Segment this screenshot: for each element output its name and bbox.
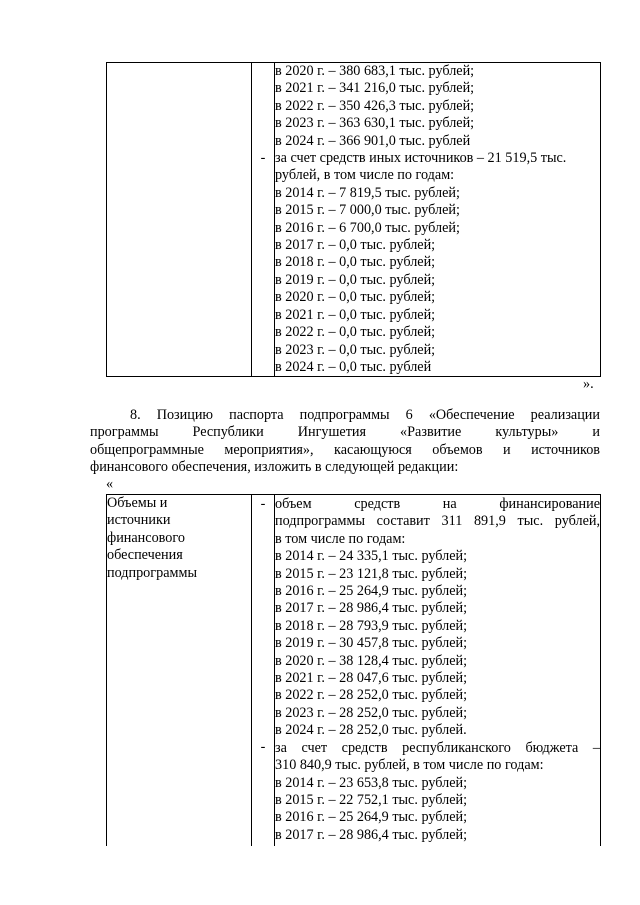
table2-label-line: Объемы и [107, 495, 168, 511]
table2-block1 [275, 496, 600, 740]
table1-line: в 2021 г. – 0,0 тыс. рублей; [275, 306, 436, 323]
table1-dash-cell [252, 63, 275, 377]
table2-line: в 2017 г. – 28 986,4 тыс. рублей; [275, 600, 468, 617]
table2-line: в 2014 г. – 24 335,1 тыс. рублей; [275, 548, 468, 565]
paragraph-line: 8. Позицию паспорта подпрограммы 6 «Обеспечение реализации [130, 407, 600, 423]
table2-dash: - [260, 496, 266, 512]
closing-quote: ». [583, 376, 594, 392]
table2-line: в 2017 г. – 28 986,4 тыс. рублей; [275, 826, 468, 843]
table1-line: в 2018 г. – 0,0 тыс. рублей; [275, 254, 436, 271]
table2-dash: - [260, 739, 266, 755]
table2-line: в 2020 г. – 38 128,4 тыс. рублей; [275, 652, 468, 669]
table2-block2 [275, 740, 600, 844]
opening-quote: « [106, 476, 114, 492]
table2-line: в 2016 г. – 25 264,9 тыс. рублей; [275, 583, 468, 600]
table2-line: объем средств на финансирование [275, 496, 600, 512]
table1-line: в 2024 г. – 366 901,0 тыс. рублей [275, 132, 471, 149]
table2-label-line: источники [107, 512, 171, 529]
table1-line: в 2017 г. – 0,0 тыс. рублей; [275, 237, 436, 254]
table2-label-line: финансового [107, 529, 185, 546]
table2-label-line: подпрограммы [107, 564, 197, 581]
table1-line: в 2014 г. – 7 819,5 тыс. рублей; [275, 184, 460, 201]
table2-label-cell [107, 495, 252, 847]
table2-line: в 2024 г. – 28 252,0 тыс. рублей. [275, 722, 467, 739]
table2-line: в 2016 г. – 25 264,9 тыс. рублей; [275, 809, 468, 826]
table2-line: в 2019 г. – 30 457,8 тыс. рублей; [275, 635, 468, 652]
table1-line: в 2022 г. – 0,0 тыс. рублей; [275, 324, 436, 341]
table2-label-line: обеспечения [107, 547, 183, 564]
table2-line: за счет средств республиканского бюджета – [275, 739, 600, 756]
table1-block1 [275, 63, 600, 150]
table1-line: в 2015 г. – 7 000,0 тыс. рублей; [275, 202, 460, 219]
table2-line: в 2015 г. – 23 121,8 тыс. рублей; [275, 565, 468, 582]
table1-line: рублей, в том числе по годам: [275, 167, 455, 184]
table1-line: в 2021 г. – 341 216,0 тыс. рублей; [275, 80, 475, 97]
table2-line: в 2023 г. – 28 252,0 тыс. рублей; [275, 704, 468, 721]
table1-line: в 2024 г. – 0,0 тыс. рублей [275, 358, 432, 375]
funding-table-subprogram-6 [106, 494, 601, 846]
table1-block2 [275, 150, 600, 376]
table2-line: 310 840,9 тыс. рублей, в том числе по годам: [275, 757, 544, 774]
paragraph-line: общепрограммные мероприятия», касающуюся объемов и источников [90, 441, 600, 458]
table2-line: в 2018 г. – 28 793,9 тыс. рублей; [275, 617, 468, 634]
table1-line: в 2020 г. – 0,0 тыс. рублей; [275, 289, 436, 306]
table1-label-cell [107, 63, 252, 377]
table2-dash-cell [252, 495, 275, 847]
table2-line: в 2015 г. – 22 752,1 тыс. рублей; [275, 791, 468, 808]
table1-line: в 2023 г. – 0,0 тыс. рублей; [275, 341, 436, 358]
table1-line: в 2020 г. – 380 683,1 тыс. рублей; [275, 63, 475, 79]
funding-table-continued [106, 62, 601, 377]
table2-value-cell [275, 495, 601, 847]
paragraph-line: программы Республики Ингушетия «Развитие культуры» и [90, 424, 600, 441]
table1-line: в 2019 г. – 0,0 тыс. рублей; [275, 271, 436, 288]
amendment-paragraph [90, 407, 600, 477]
table2-line: в 2022 г. – 28 252,0 тыс. рублей; [275, 687, 468, 704]
table1-line: за счет средств иных источников – 21 519,5 тыс. [275, 150, 567, 167]
table2-line: в 2014 г. – 23 653,8 тыс. рублей; [275, 774, 468, 791]
table1-dash: - [260, 150, 266, 166]
table1-line: в 2023 г. – 363 630,1 тыс. рублей; [275, 115, 475, 132]
table2-line: в 2021 г. – 28 047,6 тыс. рублей; [275, 670, 468, 687]
table1-line: в 2022 г. – 350 426,3 тыс. рублей; [275, 97, 475, 114]
paragraph-line: финансового обеспечения, изложить в следующей редакции: [90, 459, 459, 476]
table1-value-cell [275, 63, 601, 377]
table2-line: в том числе по годам: [275, 530, 406, 547]
table2-line: подпрограммы составит 311 891,9 тыс. рублей, [275, 513, 600, 530]
table1-line: в 2016 г. – 6 700,0 тыс. рублей; [275, 219, 460, 236]
